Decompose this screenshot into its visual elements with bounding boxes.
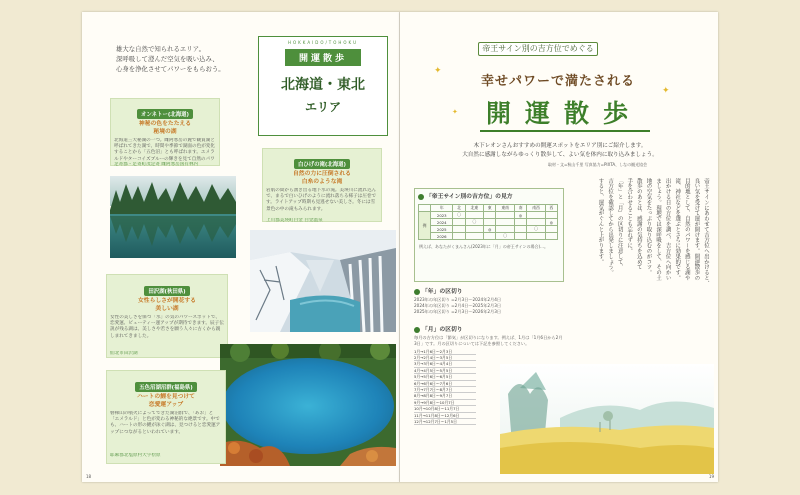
table-cell — [515, 226, 527, 233]
bullet-icon — [414, 289, 420, 295]
table-cell — [545, 212, 557, 219]
table-cell: 2023 — [431, 212, 453, 219]
header-roman: HOKKAIDO/TOHOKU — [287, 40, 358, 45]
page-number: 19 — [708, 473, 714, 479]
table-cell — [453, 219, 465, 226]
sparkle-icon: ✦ — [434, 66, 442, 76]
spot-catch: 秘境の湖 — [153, 129, 177, 135]
table-row — [419, 219, 558, 226]
spot-name: オンネトー(北海道) — [137, 109, 193, 119]
table-header: 南西 — [527, 205, 546, 212]
sparkle-icon: ✦ — [662, 86, 670, 96]
table-cell — [545, 233, 557, 240]
table-header: 南 — [515, 205, 527, 212]
text-column: 散歩のあとは、感謝の気持ちを込めて — [635, 178, 642, 270]
table-cell — [496, 219, 515, 226]
table-header: 東南 — [496, 205, 515, 212]
lead-line: 木下レオンさんおすすめの開運スポットをエリア別にご紹介します。 — [473, 143, 647, 149]
spot-catch: 女性らしさが開花する — [138, 298, 196, 304]
month-list-item: 7月→7月7日〜8月7日 — [414, 387, 476, 393]
spot-body: 女性の美しさを保つ「水」の気のパワースポットで、恋愛運、ビューティー運アップが期待できます。辰子伝説が残る湖は、美しさや若さを願う人々に古くから親しまれてきました。 — [110, 315, 224, 339]
header-label: 開運散歩 — [285, 49, 361, 66]
month-list-item: 1月→1月6日〜2月3日 — [414, 349, 476, 355]
spot-info: 耶麻郡北塩原村大字桧原 — [110, 453, 161, 458]
spot-catch: 白糸のような滝 — [301, 179, 343, 185]
region-title: 北海道・東北 — [281, 77, 365, 93]
month-list-item: 5月→5月6日〜6月5日 — [414, 374, 476, 380]
goshikinuma-photo — [220, 344, 396, 466]
month-list-item: 2月→2月4日〜3月5日 — [414, 355, 476, 361]
table-cell — [496, 226, 515, 233]
spot-name: 白ひげの滝(北海道) — [294, 159, 350, 169]
spot-info: 上川郡美瑛町白金 白金温泉 — [266, 218, 323, 223]
page-number: 18 — [86, 473, 92, 479]
table-cell: ◎ — [515, 212, 527, 219]
table-cell — [527, 219, 546, 226]
table-cell — [484, 212, 496, 219]
table-cell — [515, 233, 527, 240]
table-caption: 例えば、あなたがくまんさん(2023年に「月」の帝王サインの場合)…。 — [419, 244, 549, 249]
spot-body: 岩肌の間から湧き出る地下水の滝。美瑛川に流れ込んで、まるで白いひげのように流れ落ちる様子は圧巻です。ライトアップ時期も見逃せない美しさ。冬には雪景色の中の滝もみられます。 — [266, 188, 377, 212]
spot-card-tazawako — [106, 274, 228, 358]
onneto-photo — [110, 176, 236, 258]
table-cell — [484, 233, 496, 240]
table-cell — [515, 219, 527, 226]
spot-name: 五色沼湖沼群(福島県) — [135, 382, 196, 392]
text-column: 滝、神社などを選ぶとさらに効果的です。 — [674, 178, 681, 281]
month-list-item: 11月→11月8日〜12月6日 — [414, 413, 476, 419]
text-column: 地の空気をたっぷり取り込むのがコツ。 — [645, 178, 652, 276]
row-label: 例 — [419, 212, 431, 240]
year-line: 2024年の年区切り =2月4日〜2025年2月3日 — [414, 303, 502, 309]
table-cell — [453, 226, 465, 233]
spot-body: 磐梯山の噴火によってできた湖沼群で、「あお」と「エメラルド」と色が変わる神秘的な絶景です。中でも、ハートの形の鯉が泳ぐ湖は、見つけると恋愛運アップにつながるといわれています。 — [110, 411, 221, 435]
table-header-row — [419, 205, 558, 212]
table-cell: 〇 — [465, 219, 484, 226]
spot-info: 仙北市田沢湖 — [110, 351, 138, 356]
spot-card-onneto — [110, 98, 220, 166]
text-column: 手を合わせることも忘れずに。 — [626, 178, 633, 254]
text-column: すると、運気がぐんと上がります。 — [597, 178, 604, 265]
text-column: 「年」と「月」の区切りに注意して、 — [616, 178, 623, 270]
table-row — [419, 233, 558, 240]
left-page — [82, 12, 400, 482]
table-cell: 〇 — [527, 226, 546, 233]
year-line: 2023年の年区切り =2月3日〜2024年2月4日 — [414, 297, 502, 302]
spot-catch: 自然の力に圧倒される — [293, 171, 351, 177]
table-header: 北 — [453, 205, 465, 212]
bullet-icon — [418, 194, 424, 200]
month-list-item: 6月→6月6日〜7月6日 — [414, 381, 476, 387]
spot-info: 足寄郡・足寄町茂足寄 雌阿寒岳国有林内 — [114, 162, 199, 167]
spot-card-goshikinuma — [106, 370, 226, 464]
year-section — [414, 286, 564, 316]
table-box — [414, 188, 564, 282]
year-heading: 「年」の区切り — [422, 289, 463, 295]
table-cell: 〇 — [496, 233, 515, 240]
spot-name: 田沢湖(秋田県) — [144, 286, 189, 296]
month-list — [414, 349, 476, 426]
table-cell: 2024 — [431, 219, 453, 226]
table-header: 西 — [545, 205, 557, 212]
table-title: 「帝王サイン別の吉方位」の見方 — [426, 194, 513, 200]
sparkle-icon: ✦ — [452, 108, 458, 116]
table-cell: 〇 — [453, 212, 465, 219]
month-list-item: 3月→3月6日〜4月4日 — [414, 361, 476, 367]
month-heading: 「月」の区切り — [422, 327, 463, 333]
intro-line: 心身を浄化させてパワーをもらおう。 — [116, 65, 225, 73]
right-page — [400, 12, 718, 482]
text-column: 目的地として、自然のパワーを感じる湖や — [683, 178, 690, 281]
table-cell — [453, 233, 465, 240]
month-note: 毎月の吉方位は「節気」が区切りになります。例えば、1月は「1月6日から2月3日」です。月の区切りについては下記を参照してください。 — [414, 335, 563, 346]
intro-line: 雄大な自然で知られるエリア。 — [116, 45, 205, 53]
text-column: 吉方位を確認してから出発しましょう。 — [607, 178, 614, 276]
direction-table — [418, 204, 558, 240]
table-header: 東 — [484, 205, 496, 212]
table-cell — [465, 212, 484, 219]
credit: 取材・文=秋山千里 写真協力=PIXTA、しなの観光協会 — [548, 162, 648, 167]
table-row — [419, 226, 558, 233]
bullet-icon — [414, 327, 420, 333]
lead-line: 大自然に感謝しながらゆっくり散歩して、よい気を体内に取り込みましょう。 — [462, 152, 658, 158]
table-cell — [527, 233, 546, 240]
table-cell — [484, 219, 496, 226]
month-list-item: 9月→9月8日〜10月7日 — [414, 400, 476, 406]
watercolor-illustration — [500, 364, 714, 474]
text-column: 良い気を受けて運が開けます。開運散歩の — [693, 178, 700, 281]
year-line: 2025年の年区切り =2月3日〜2026年2月3日 — [414, 309, 502, 315]
table-header: 北東 — [465, 205, 484, 212]
title-underline — [480, 130, 650, 132]
table-cell — [545, 226, 557, 233]
table-cell: 2025 — [431, 226, 453, 233]
spot-catch: 美しい湖 — [155, 306, 179, 312]
area-header — [258, 36, 388, 136]
intro-text — [116, 44, 236, 74]
text-column: ましょう。現地では深呼吸をして、その土 — [655, 178, 662, 281]
month-list-item: 4月→4月5日〜5月5日 — [414, 368, 476, 374]
table-header: 年 — [431, 205, 453, 212]
table-header — [419, 205, 431, 212]
month-list-item: 12月→12月7日〜1月5日 — [414, 419, 476, 425]
text-column: 出かける日の方位を調べ、吉方位へ向かい — [664, 178, 671, 281]
intro-line: 深呼吸して澄んだ空気を吸い込み、 — [116, 55, 219, 63]
table-cell — [465, 226, 484, 233]
title-ribbon: 帝王サイン別の吉方位でめぐる — [478, 42, 598, 56]
spot-card-shirahige — [262, 148, 382, 222]
table-row — [419, 212, 558, 219]
month-list-item: 8月→8月8日〜9月7日 — [414, 393, 476, 399]
spot-catch: ハートの鯉を見つけて — [137, 394, 195, 400]
spot-catch: 恋愛運アップ — [148, 402, 184, 408]
main-title-line1: 幸せパワーで満たされる — [480, 74, 635, 89]
table-cell — [527, 212, 546, 219]
spot-body: 北海道三大秘湖の一つ。雌阿寒岳の麓で観賞湖と呼ばれてきた湖で、時間や季節で湖面の色が変化することから「五色沼」とも呼ばれます。エメラルドやターコイズブルーの輝きを見て自然のパワ — [114, 138, 215, 162]
region-subtitle: エリア — [304, 100, 341, 114]
shirahige-waterfall-photo — [250, 230, 396, 332]
table-cell — [496, 212, 515, 219]
table-cell: ◎ — [545, 219, 557, 226]
table-cell — [465, 233, 484, 240]
main-title: 開運散歩 — [485, 99, 642, 128]
table-cell: 2026 — [431, 233, 453, 240]
lead-text — [430, 142, 690, 160]
table-cell: ◎ — [484, 226, 496, 233]
text-column: 帝王サインにあわせて吉方位へ出かけると、 — [703, 178, 709, 286]
spot-catch: 神秘の色をたたえる — [138, 121, 192, 127]
month-list-item: 10月→10月8日〜11月7日 — [414, 406, 476, 412]
vertical-body-text — [570, 178, 710, 358]
